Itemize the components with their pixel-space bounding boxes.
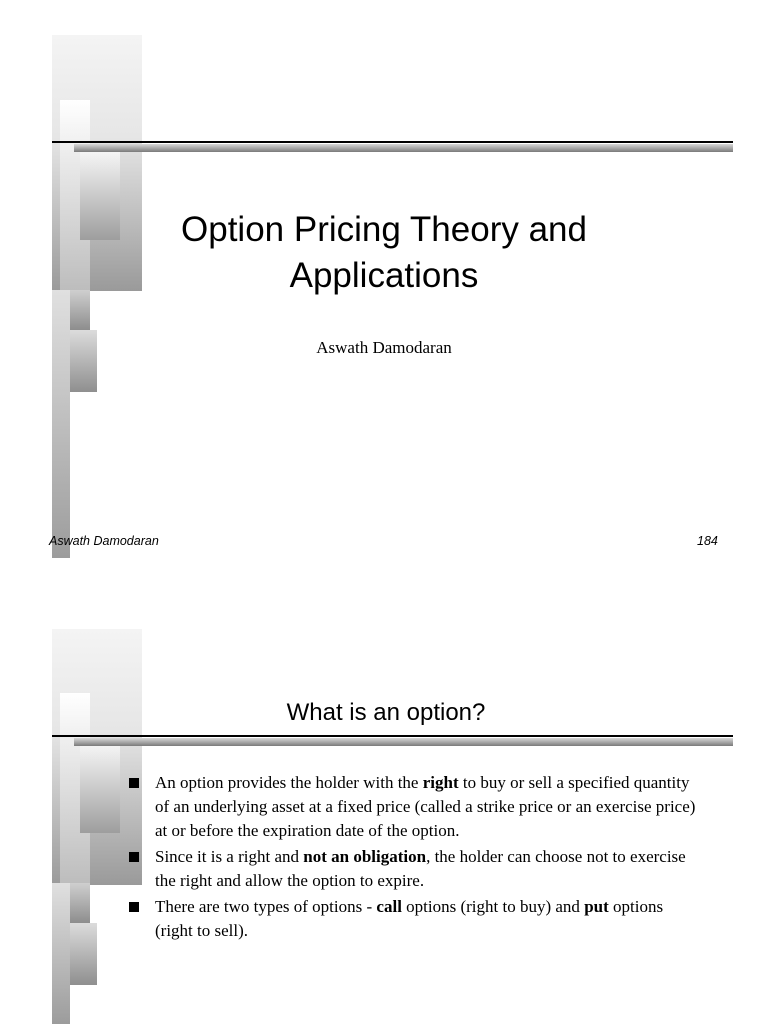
bullet-text xyxy=(155,897,663,940)
bullet-text xyxy=(155,847,686,890)
bullet-text-run: to buy or sell a specified quantity of an underlying asset at a fixed price (called a strike price or an exercise price) at or before the expiration date of the option. xyxy=(155,773,696,840)
bullet-text-run: Since it is a right and xyxy=(155,847,304,866)
bullet-text-run: options (right to buy) and xyxy=(401,897,585,916)
list-item xyxy=(125,845,705,893)
list-item xyxy=(125,895,705,943)
square-bullet-icon xyxy=(129,852,139,862)
title-rule-thick xyxy=(74,144,733,152)
bullet-text-run: options (right to sell). xyxy=(155,897,664,940)
bullet-text-run: An option provides the holder with the xyxy=(155,773,423,792)
title-line-2: Applications xyxy=(289,256,479,295)
bullet-text-bold: call xyxy=(376,897,402,916)
slide-title-text xyxy=(130,207,638,299)
title-rule-thin xyxy=(52,735,733,737)
decorative-column xyxy=(80,150,120,240)
page-number: 184 xyxy=(697,534,718,548)
bullet-text-run: There are two types of options - xyxy=(155,897,377,916)
bullet-text-bold: not an obligation xyxy=(303,847,427,866)
square-bullet-icon xyxy=(129,778,139,788)
list-item xyxy=(125,771,705,843)
decorative-column xyxy=(52,290,70,558)
slide-heading: What is an option? xyxy=(286,699,486,726)
title-rule-thin xyxy=(52,141,733,143)
bullet-text-bold: right xyxy=(422,773,459,792)
title-line-1: Option Pricing Theory and xyxy=(181,210,587,249)
footer-author: Aswath Damodaran xyxy=(49,534,159,548)
decorative-column xyxy=(80,743,120,833)
bullet-text xyxy=(155,773,695,840)
decorative-column xyxy=(52,883,70,1024)
title-rule-thick xyxy=(74,738,733,746)
bullet-list xyxy=(125,771,705,945)
bullet-text-run: , the holder can choose not to exercise the right and allow the option to expire. xyxy=(155,847,686,890)
decorative-column xyxy=(70,923,97,985)
bullet-text-bold: put xyxy=(584,897,609,916)
square-bullet-icon xyxy=(129,902,139,912)
author-name: Aswath Damodaran xyxy=(316,338,452,357)
slide-what-is-option xyxy=(0,593,768,1024)
